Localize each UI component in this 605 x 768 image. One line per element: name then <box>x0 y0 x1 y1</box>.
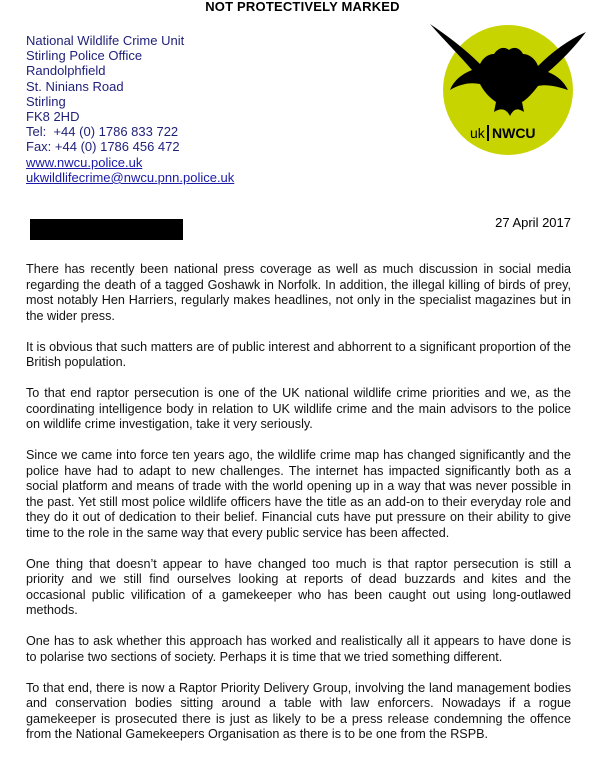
tel-number: +44 (0) 1786 833 722 <box>53 124 179 140</box>
letter-body <box>26 262 571 758</box>
logo-prefix: uk <box>470 125 485 141</box>
paragraph-4: Since we came into force ten years ago, the wildlife crime map has changed significantly and the police have had to adapt to new challenges. The internet has impacted significantly both as a social platform and means of trade with the world opening up in a way that was never possible in the past. Yet still most police wildlife officers have the title as an add-on to their everyday role and they do it out of dedication to their belief. Financial cuts have put pressure on their ability to give time to the role in the same way that every public service has been affected. <box>26 448 571 540</box>
protective-marking: NOT PROTECTIVELY MARKED <box>205 0 400 14</box>
address-line-town: Stirling <box>26 93 66 109</box>
nwcu-logo <box>428 20 588 155</box>
fax-label: Fax: <box>26 139 52 155</box>
address-line-postcode: FK8 2HD <box>26 109 80 125</box>
email-link[interactable]: ukwildlifecrime@nwcu.pnn.police.uk <box>26 169 235 185</box>
tel-label: Tel: <box>26 124 47 140</box>
paragraph-5: One thing that doesn’t appear to have changed too much is that raptor persecution is still a priority and we still find ourselves looking at reports of dead buzzards and kites and the occasional public vilification of a gamekeeper who has been caught out using long-outlawed methods. <box>26 556 571 617</box>
sender-address <box>26 33 234 185</box>
letter-date: 27 April 2017 <box>495 215 571 230</box>
logo-divider <box>487 125 489 141</box>
website-link[interactable]: www.nwcu.police.uk <box>26 154 143 170</box>
address-line-street1: Randolphfield <box>26 63 106 79</box>
paragraph-3: To that end raptor persecution is one of the UK national wildlife crime priorities and we, as the coordinating intelligence body in relation to UK wildlife crime and the main advisors to the police on wildlife crime investigation, take it very seriously. <box>26 386 571 431</box>
paragraph-1: There has recently been national press coverage as well as much discussion in social media regarding the death of a tagged Goshawk in Norfolk. In addition, the illegal killing of birds of prey, most notably Hen Harriers, regularly makes headlines, not only in the specialist magazines but in the wider press. <box>26 262 571 323</box>
paragraph-2: It is obvious that such matters are of public interest and abhorrent to a significant proportion of the British population. <box>26 339 571 369</box>
redacted-recipient <box>30 219 183 240</box>
address-line-office: Stirling Police Office <box>26 48 143 64</box>
paragraph-6: One has to ask whether this approach has worked and realistically all it appears to have done is to polarise two sections of society. Perhaps it is time that we tried something different. <box>26 634 571 664</box>
fax-number: +44 (0) 1786 456 472 <box>54 139 180 155</box>
paragraph-7: To that end, there is now a Raptor Priority Delivery Group, involving the land management bodies and conservation bodies sitting around a table with law enforcers. Nowadays if a rogue gamekeeper is prosecuted there is just as likely to be a press release condemning the offence from the National Gamekeepers Organisation as there is to be one from the RSPB. <box>26 680 571 741</box>
address-line-street2: St. Ninians Road <box>26 78 124 94</box>
address-telephone <box>26 124 234 139</box>
address-fax <box>26 139 234 154</box>
logo-name: NWCU <box>492 125 536 141</box>
address-line-unit: National Wildlife Crime Unit <box>26 33 185 48</box>
